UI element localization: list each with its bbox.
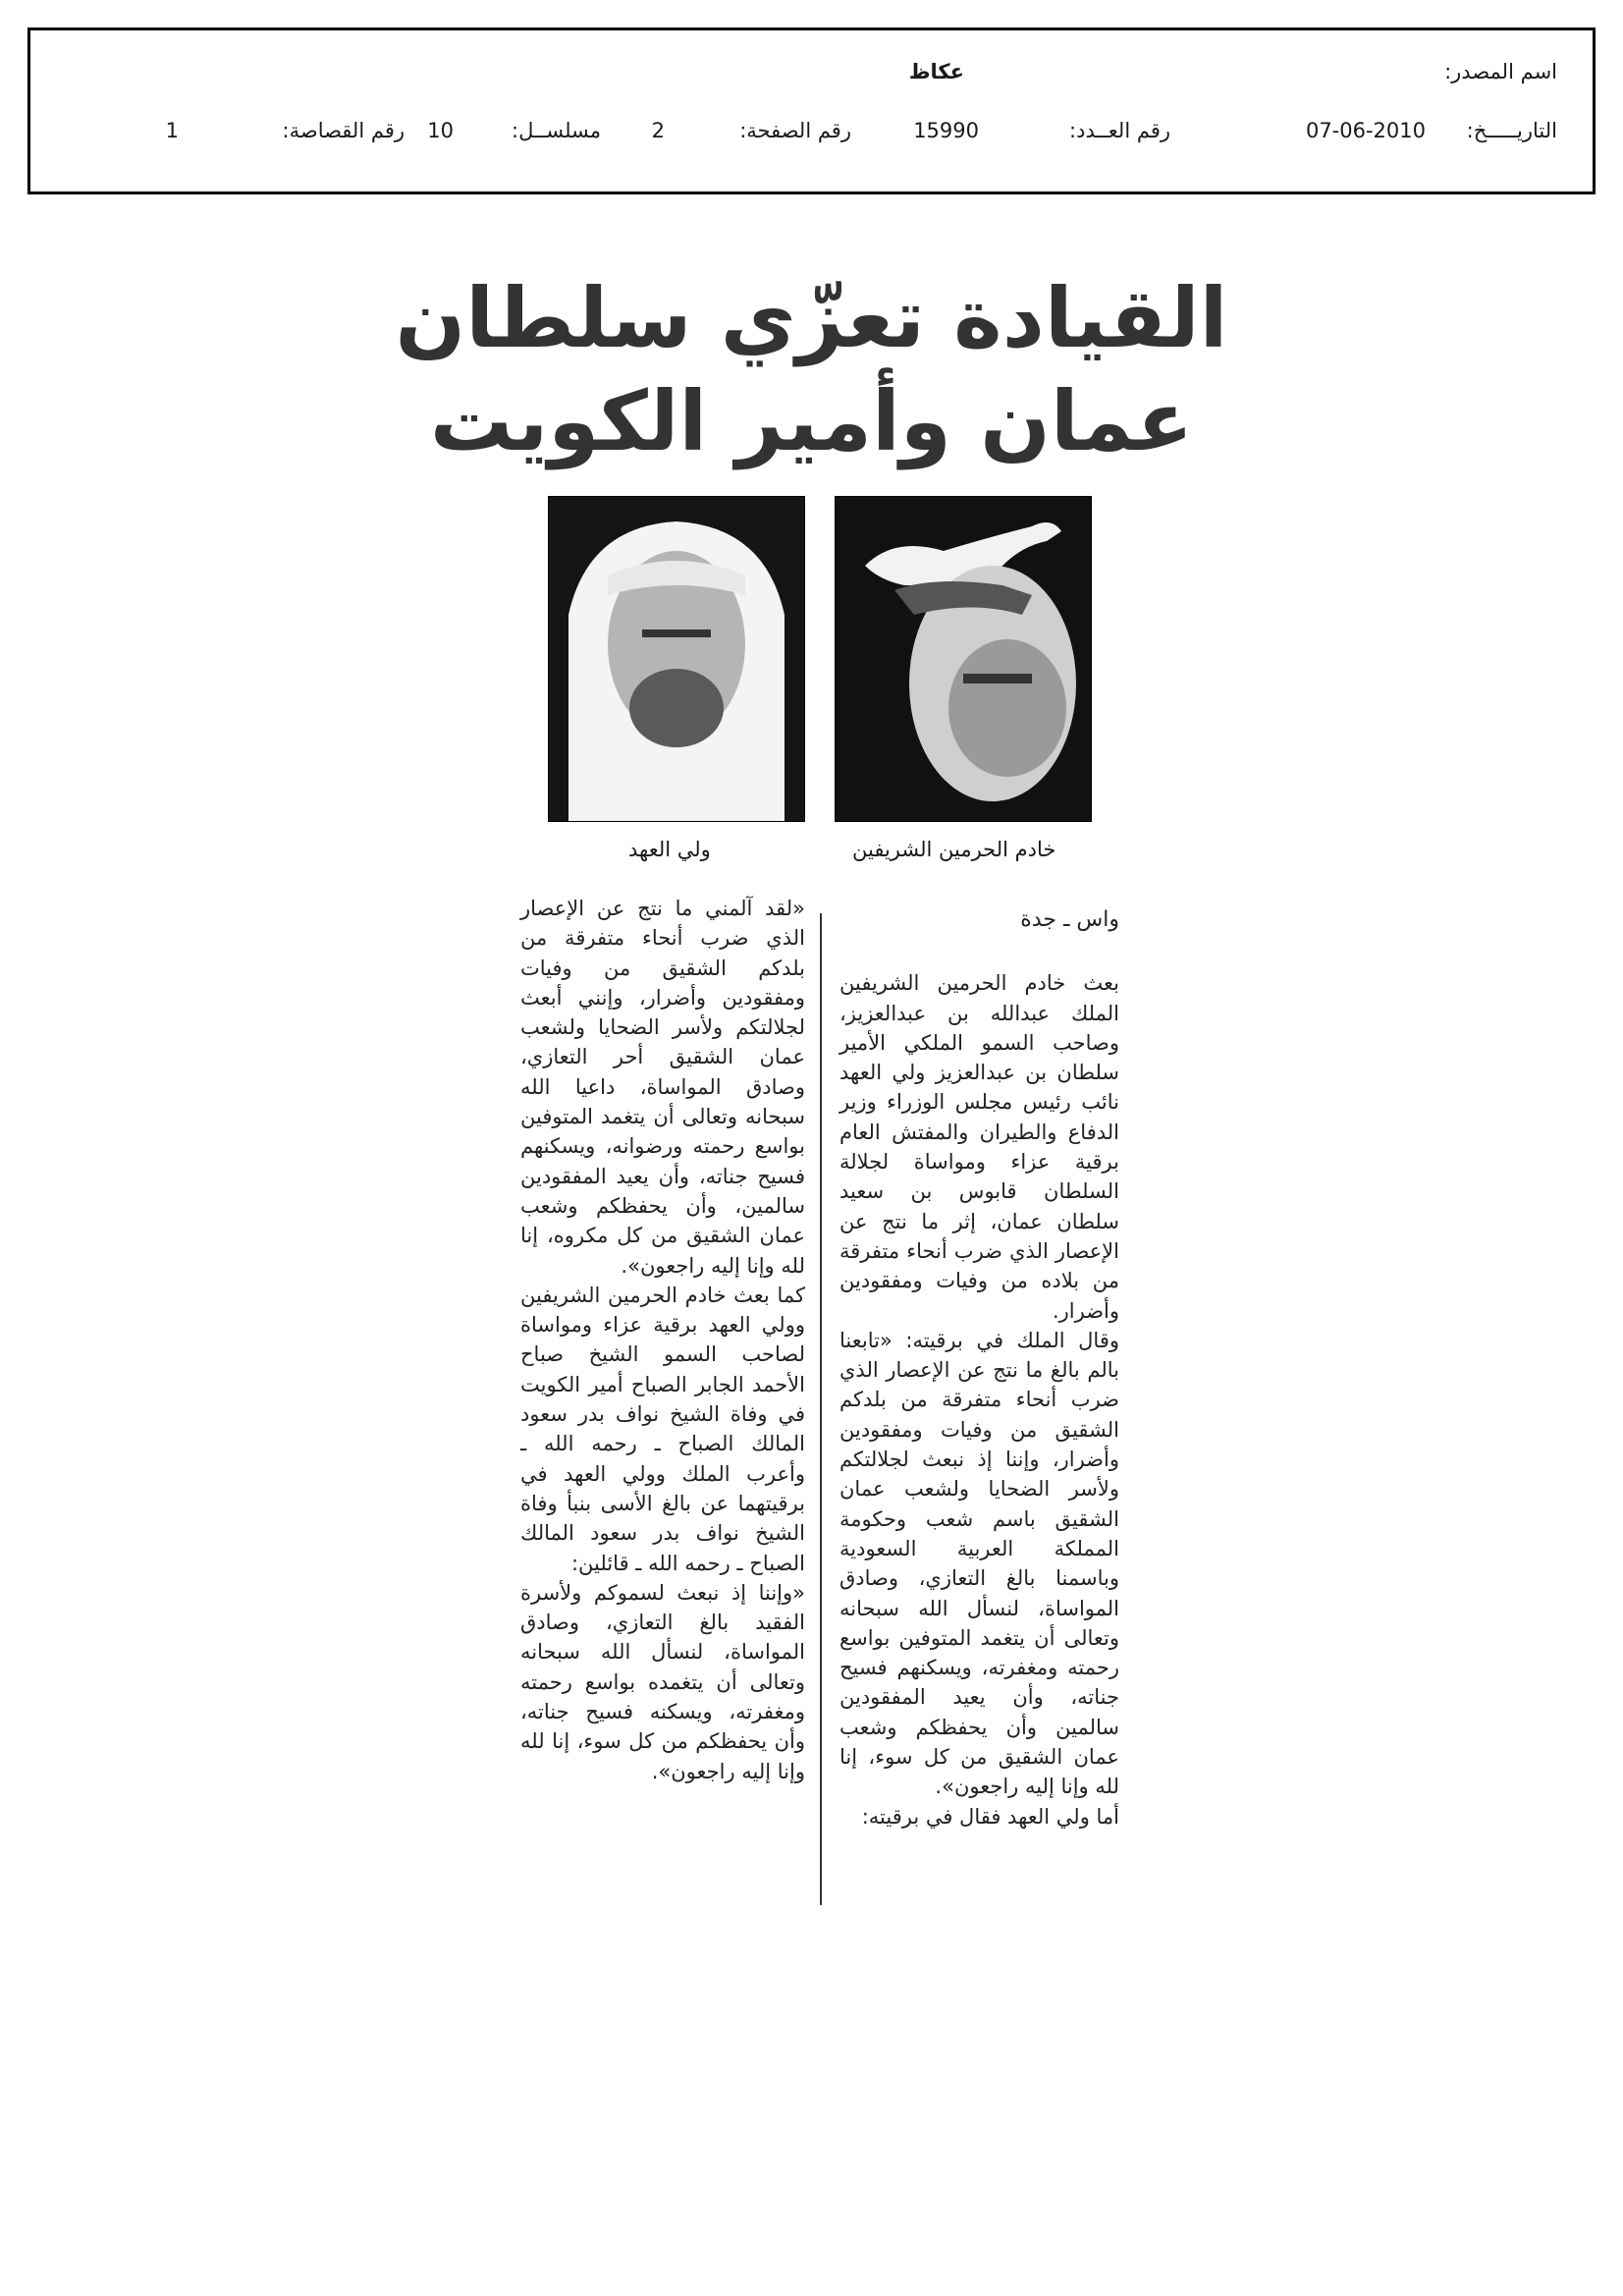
- issue-value: 15990: [913, 119, 979, 142]
- article-column-left: [520, 894, 805, 1786]
- page-label: رقم الصفحة:: [739, 119, 851, 142]
- paragraph: بعث خادم الحرمين الشريفين الملك عبدالله بن عبدالعزيز، وصاحب السمو الملكي الأمير سلطان بن عبدالعزيز ولي العهد نائب رئيس مجلس الوزراء وزير الدفاع والطيران والمفتش العام برقية عزاء ومواساة لجلالة السلطان قابوس بن سعيد سلطان عمان، إثر ما نتج عن الإعصار الذي ضرب أنحاء متفرقة من بلاده من وفيات ومفقودين وأضرار.: [839, 971, 1119, 1323]
- paragraph: أما ولي العهد فقال في برقيته:: [861, 1804, 1119, 1829]
- portrait-king-image: [836, 497, 1091, 821]
- page-value: 2: [651, 119, 665, 142]
- paragraph: كما بعث خادم الحرمين الشريفين وولي العهد برقية عزاء ومواساة لصاحب السمو الشيخ صباح الأحمد الجابر الصباح أمير الكويت في وفاة الشيخ نواف بدر سعود المالك الصباح ـ رحمه الله ـ وأعرب الملك وولي العهد في برقيتهما عن بالغ الأسى بنبأ وفاة الشيخ نواف بدر سعود المالك الصباح ـ رحمه الله ـ قائلين:: [520, 1283, 805, 1575]
- date-value: 07-06-2010: [1305, 119, 1426, 142]
- date-label: التاريـــــخ:: [1466, 119, 1557, 142]
- headline-line-1: القيادة تعزّي سلطان: [395, 270, 1228, 366]
- article-column-right: [839, 905, 1119, 1831]
- paragraph: «لقد آلمني ما نتج عن الإعصار الذي ضرب أنحاء متفرقة من بلدكم الشقيق من وفيات ومفقودين وأضرار، وإنني أبعث لجلالتكم ولأسر الضحايا ولشعب عمان الشقيق أحر التعازي، وصادق المواساة، داعيا الله سبحانه وتعالى أن يتغمد المتوفين بواسع رحمته ورضوانه، ويسكنهم فسيح جناته، وأن يعيد المفقودين سالمين، وأن يحفظكم وشعب عمان الشقيق من كل مكروه، إنا لله وإنا إليه راجعون».: [520, 897, 805, 1278]
- paragraph: وقال الملك في برقيته: «تابعنا بالم بالغ ما نتج عن الإعصار الذي ضرب أنحاء متفرقة من بلدكم الشقيق من وفيات ومفقودين وأضرار، وإننا إذ نبعث لجلالتكم ولأسر الضحايا ولشعب عمان الشقيق باسم شعب وحكومة المملكة العربية السعودية وباسمنا بالغ التعازي، وصادق المواساة، لنسأل الله سبحانه وتعالى أن يتغمد المتوفين بواسع رحمته ومغفرته، ويسكنهم فسيح جناته، وأن يعيد المفقودين سالمين وأن يحفظكم وشعب عمان الشقيق من كل سوء، إنا لله وإنا إليه راجعون».: [839, 1328, 1119, 1799]
- column-divider: [820, 913, 822, 1905]
- portrait-photo-king: [835, 496, 1092, 822]
- clip-label: رقم القصاصة:: [282, 119, 405, 142]
- serial-label: مسلســل:: [512, 119, 601, 142]
- clipping-header-box: [27, 27, 1596, 194]
- source-label: اسم المصدر:: [1444, 60, 1557, 83]
- serial-value: 10: [427, 119, 454, 142]
- paragraph: «وإننا إذ نبعث لسموكم ولأسرة الفقيد بالغ التعازي، وصادق المواساة، لنسأل الله سبحانه وتعالى أن يتغمده بواسع رحمته ومغفرته، ويسكنه فسيح جناته، وأن يحفظكم من كل سوء، إنا لله وإنا إليه راجعون».: [520, 1580, 805, 1783]
- source-value: عكاظ: [908, 60, 964, 83]
- headline-line-2: عمان وأمير الكويت: [429, 373, 1194, 469]
- caption-crown-prince: ولي العهد: [628, 838, 711, 861]
- clip-value: 1: [165, 119, 179, 142]
- dateline: واس ـ جدة: [1020, 907, 1119, 932]
- portrait-crown-prince-image: [549, 497, 804, 821]
- portrait-photo-crown-prince: [548, 496, 805, 822]
- caption-king: خادم الحرمين الشريفين: [852, 838, 1056, 861]
- issue-label: رقم العــدد:: [1069, 119, 1170, 142]
